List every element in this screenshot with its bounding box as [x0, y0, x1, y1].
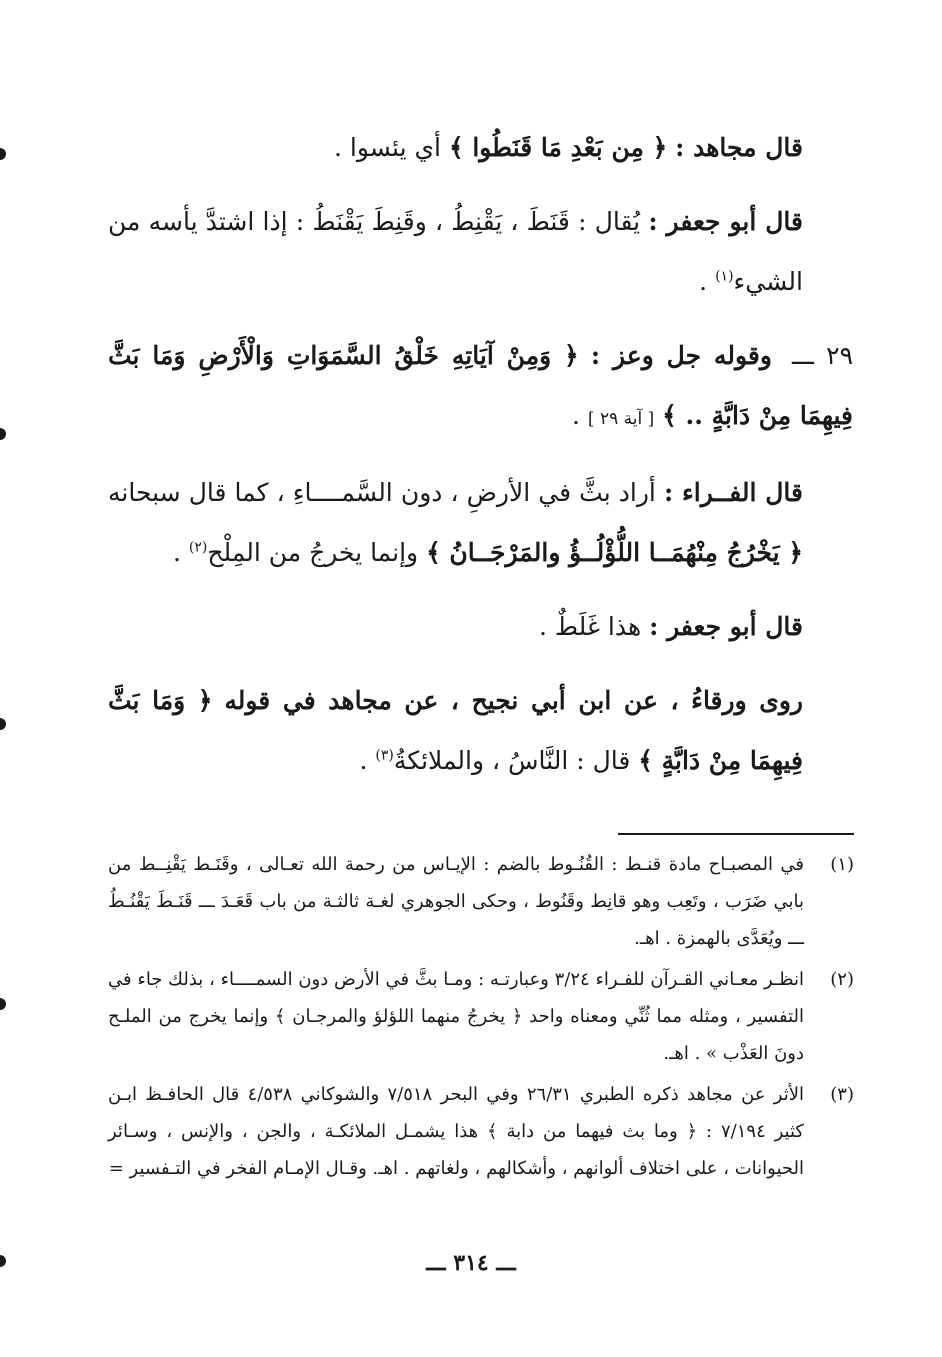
quran-quote: ﴿ وَمِنْ آيَاتِهِ خَلْقُ السَّمَوَاتِ وَالْأَرْضِ وَمَا بَثَّ فِيهِمَا مِنْ دَابَّةٍ .. ﴾ [108, 341, 853, 430]
quran-quote: ﴿ يَخْرُجُ مِنْهُمَــا اللُّؤْلُــؤُ والمَرْجَــانُ ﴾ [426, 538, 803, 567]
commentary: يُقال : قَنَطَ ، يَقْنِطُ ، وقَنِطَ يَقْنَطُ : إذا اشتدَّ يأسه من الشيء [108, 207, 803, 296]
commentary: قال : النَّاسُ ، والملائكةُ [393, 746, 631, 775]
sentence-end: . [359, 746, 368, 775]
binding-mark [0, 998, 6, 1010]
speaker: روى ورقاءُ ، عن ابن أبي نجيح ، عن مجاهد في قوله [224, 686, 803, 715]
quran-quote: ﴿ وَمَا بَثَّ فِيهِمَا مِنْ دَابَّةٍ ﴾ [108, 686, 803, 775]
speaker: وقوله جل وعز : [590, 341, 772, 370]
main-text [108, 118, 853, 805]
footnote-number: (١) [830, 854, 854, 875]
commentary: هذا غَلَطٌ . [539, 612, 642, 641]
page-number: ـــ ٣١٤ ـــ [426, 1250, 516, 1276]
footnote-marker: (٢) [188, 539, 208, 556]
footnote-text: في المصبـاح مادة قنـط : القُنُـوط بالضم : الإيـاس من رحمة الله تعـالى ، وقَنَـط يَقْنِــط من بابي ضَرَب ، وتَعِب وهو قانِط وقَنُوط ، وحكى الجوهري لغـة ثالثـة من باب قَعَـدَ ـــ قَنَـطَ يَقْنُـطُ ـــ ويُعَدَّى بالهمزة . اهـ. [108, 854, 804, 949]
quran-quote: ﴿ مِن بَعْدِ مَا قَنَطُوا ﴾ [448, 133, 668, 162]
commentary: أي يئسوا . [333, 133, 442, 162]
commentary: أراد بثَّ في الأرضِ ، دون السَّمــــاءِ ، كما قال سبحانه [108, 478, 656, 507]
paragraph-warqa [108, 671, 853, 791]
speaker: قال أبو جعفر : [649, 612, 803, 641]
verse-number: ٢٩ ـــ [792, 341, 853, 370]
binding-mark [0, 148, 6, 160]
paragraph-abu-jafar-2 [108, 597, 853, 657]
footnote-marker: (٣) [375, 747, 394, 764]
footnote [108, 1076, 854, 1187]
footnotes [108, 846, 854, 1191]
footnote-marker: (١) [715, 268, 734, 285]
footnote-text: انظـر معـاني القـرآن للفـراء ٣/٢٤ وعبارتـه : ومـا بثَّ في الأرض دون السمــــاء ، بذلك جاء في التفسير ، ومثله مما ثُنِّي ومعناه واحد ﴿ يخرجُ منهما اللؤلؤ والمرجـان ﴾ وإنما يخرج من الملـح دونَ العَذْب » . اهـ. [108, 969, 804, 1064]
paragraph-farra [108, 463, 853, 583]
paragraph-verse-29 [108, 326, 853, 449]
footnote [108, 961, 854, 1072]
binding-mark [0, 428, 6, 440]
paragraph-mujahid [108, 118, 853, 178]
footnote-number: (٢) [830, 969, 854, 990]
paragraph-abu-jafar-1 [108, 192, 853, 312]
speaker: قال أبو جعفر : [648, 207, 803, 236]
sentence-end: . [571, 401, 580, 430]
binding-mark [0, 718, 6, 730]
verse-reference: [ آية ٢٩ ] [587, 409, 655, 429]
sentence-end: . [699, 267, 708, 296]
footnote-separator [618, 833, 854, 835]
sentence-end: . [172, 538, 181, 567]
speaker: قال الفــراء : [663, 478, 803, 507]
speaker: قال مجاهد : [675, 133, 803, 162]
footnote-number: (٣) [830, 1084, 854, 1105]
commentary-continued: وإنما يخرجُ من المِلْح [207, 538, 419, 567]
footnote [108, 846, 854, 957]
footnote-text: الأثر عن مجاهد ذكره الطبري ٢٦/٣١ وفي البحر ٧/٥١٨ والشوكاني ٤/٥٣٨ قال الحافـظ ابـن كثير ٧/١٩٤ : ﴿ وما بث فيهما من دابة ﴾ هذا يشمـل الملائكـة ، والجن ، والإنس ، وسـائر الحيوانات ، على اختلاف ألوانهم ، وأشكالهم ، ولغاتهم . اهـ. وقـال الإمـام الفخر في التـفسير = [108, 1084, 805, 1179]
